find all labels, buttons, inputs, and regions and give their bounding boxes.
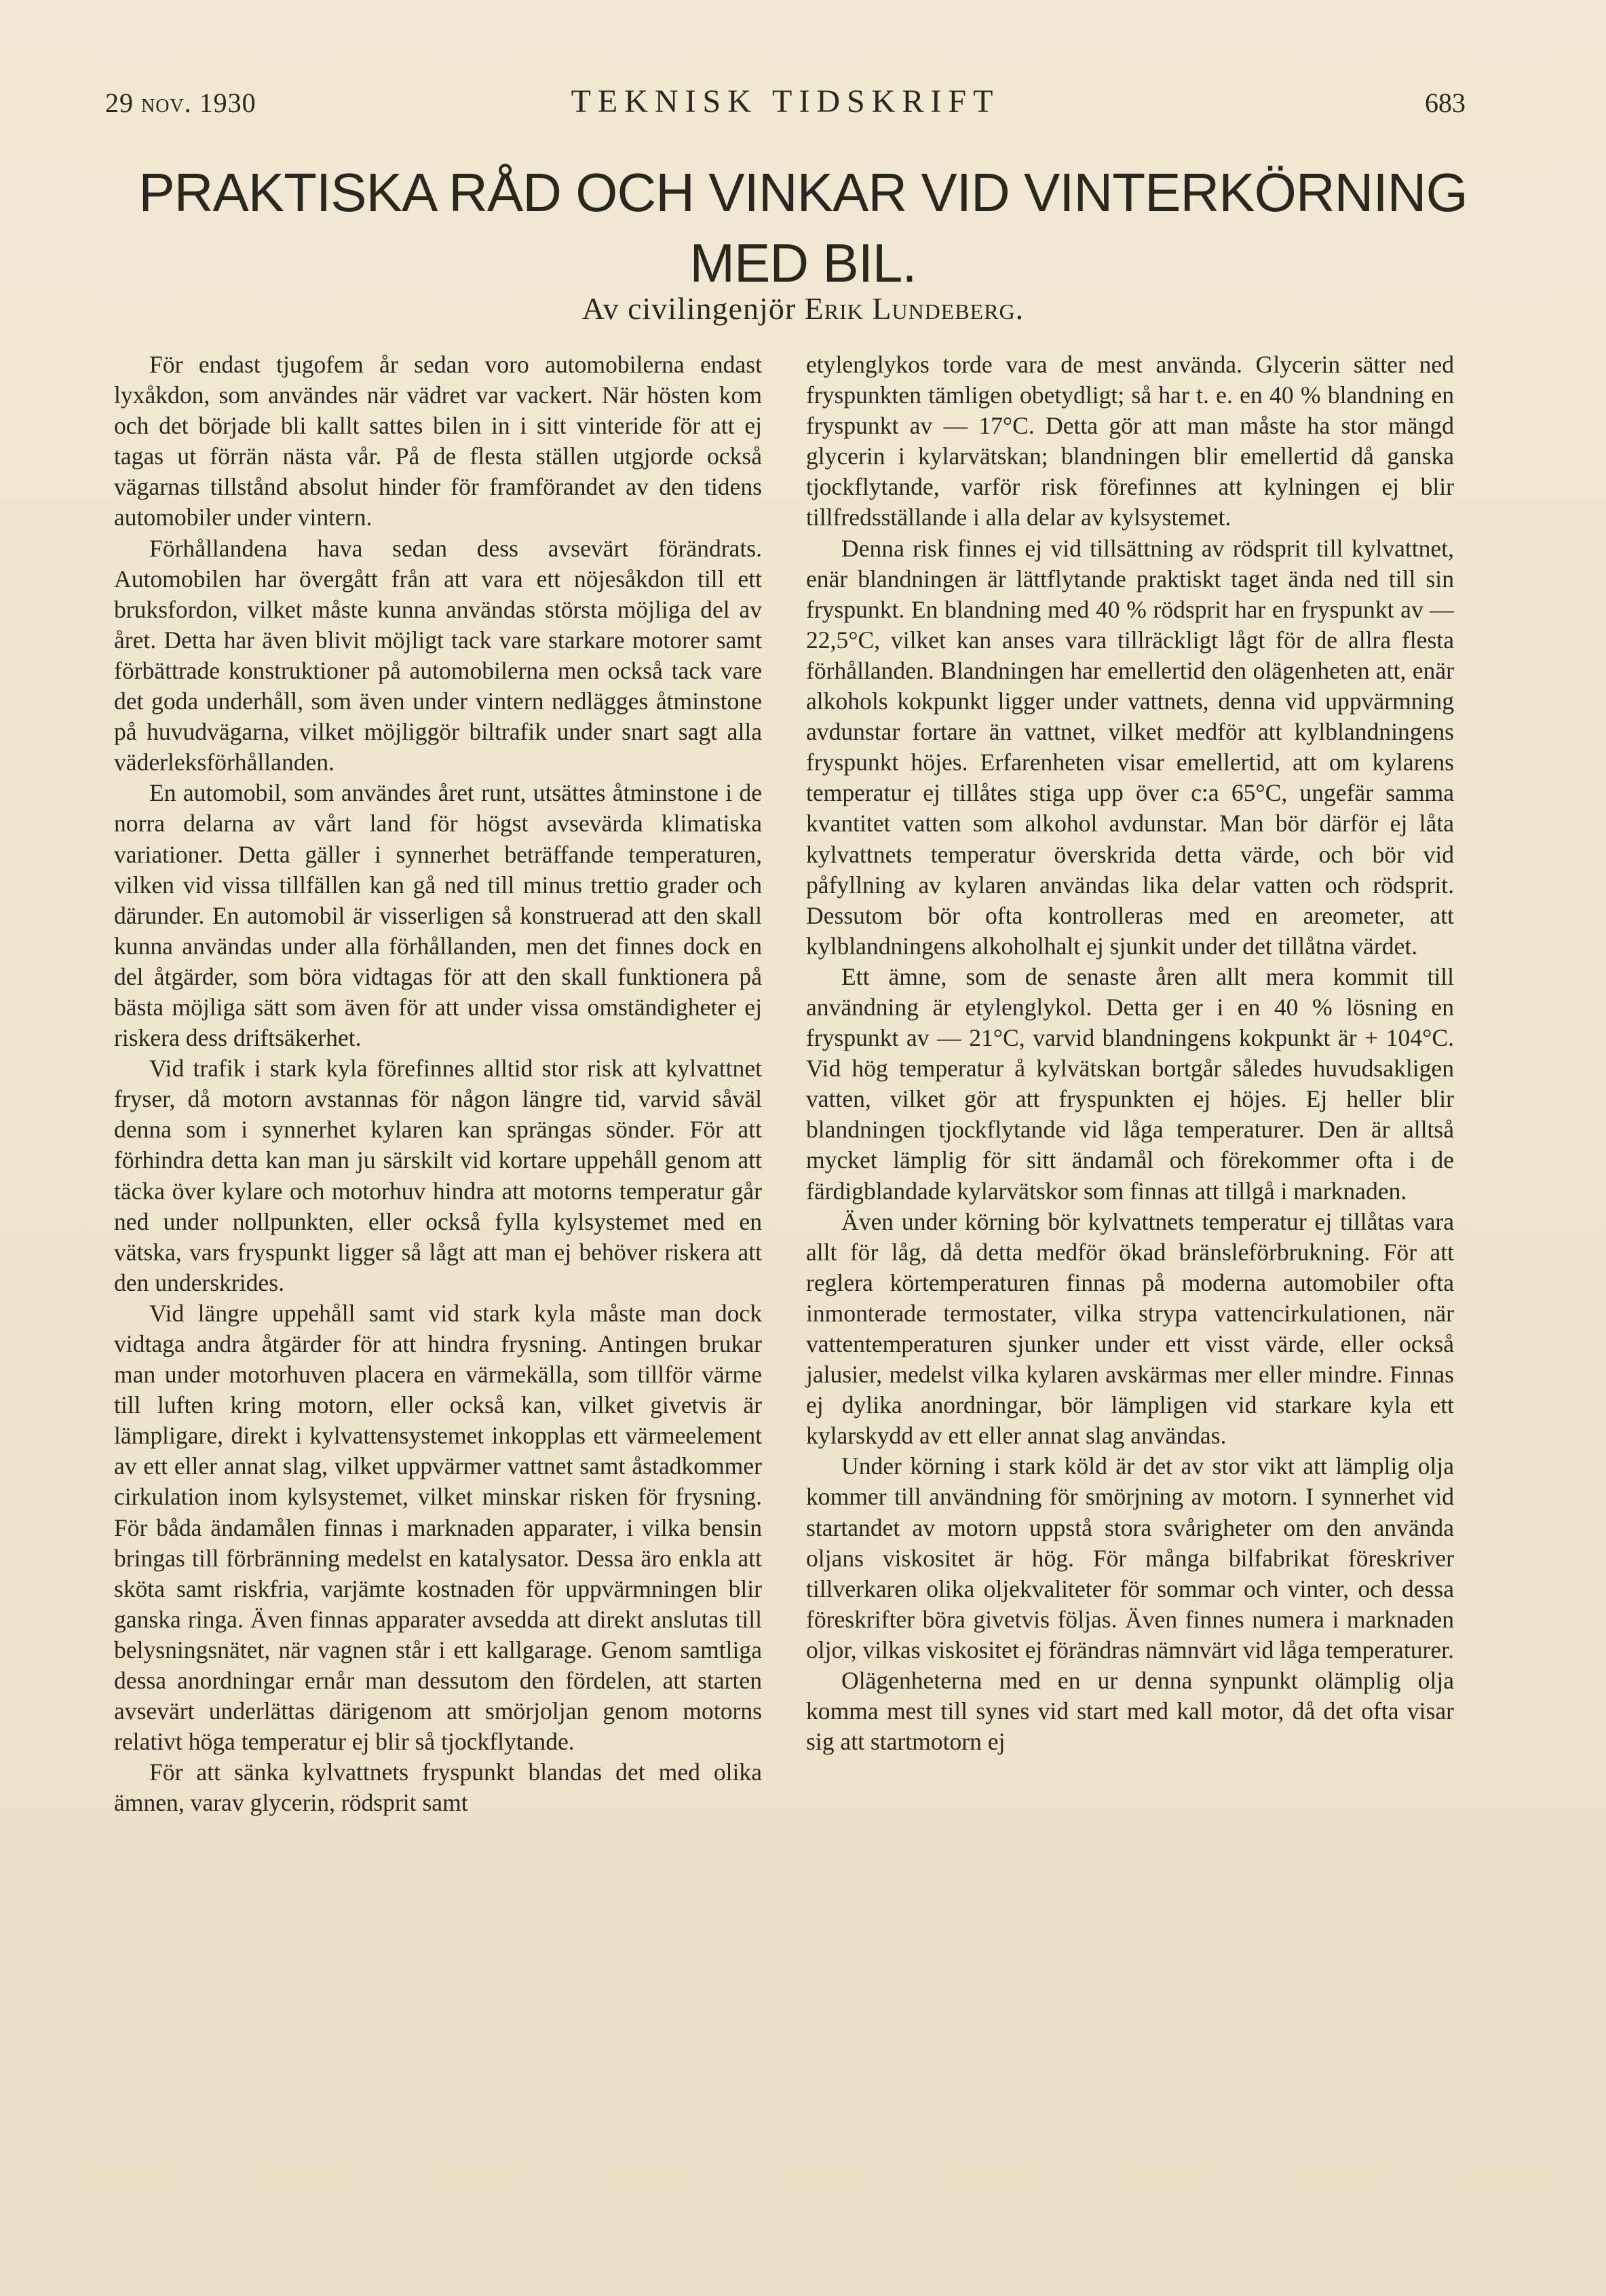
paragraph: Under körning i stark köld är det av stor vikt att lämplig olja kommer till användning för smörjning av motorn. I synnerhet vid startandet av motorn uppstå stora svårigheter om den använda oljans viskositet är hög. För många bilfabrikat föreskriver tillverkaren olika oljekvaliteter för sommar och vinter, och dessa föreskrifter böra givetvis följas. Även finnes numera i marknaden oljor, vilkas viskositet ej förändras nämnvärt vid låga temperaturer. <box>806 1452 1454 1663</box>
paragraph: Vid trafik i stark kyla förefinnes alltid stor risk att kylvattnet fryser, då motorn avstannas för någon längre tid, varvid såväl denna som i synnerhet kylaren kan sprängas sönder. För att förhindra detta kan man ju särskilt vid kortare uppehåll genom att täcka över kylare och motorhuv hindra att motorns temperatur går ned under nollpunkten, eller också fylla kylsystemet med en vätska, vars fryspunkt ligger så lågt att man ej behöver riskera att den underskrides. <box>114 1055 762 1296</box>
paragraph: En automobil, som användes året runt, utsättes åtminstone i de norra delarna av vårt land för högst avsevärda klimatiska variationer. Detta gäller i synnerhet beträffande temperaturen, vilken vid vissa tillfällen kan gå ned till minus trettio grader och därunder. En automobil är visserligen så konstruerad att den skall kunna användas under alla förhållanden, men det finnes dock en del åtgärder, som böra vidtagas för att den skall funktionera på bästa möjliga sätt som även för att under vissa omständigheter ej riskera dess driftsäkerhet. <box>114 779 762 1052</box>
journal-title: TEKNISK TIDSKRIFT <box>571 83 1000 119</box>
paragraph: etylenglykos torde vara de mest använda. Glycerin sätter ned fryspunkten tämligen obetydligt; så har t. e. en 40 % blandning en fryspunkt av — 17°C. Detta gör att man måste ha stor mängd glycerin i kylarvätskan; blandningen blir emellertid då ganska tjockflytande, varför risk förefinnes att kylningen ej blir tillfredsställande i alla delar av kylsystemet. <box>806 351 1454 531</box>
right-column <box>806 350 1454 1757</box>
article-title <box>81 157 1525 299</box>
article-title-line-1: PRAKTISKA RÅD OCH VINKAR VID VINTERKÖRNING <box>138 162 1468 223</box>
paragraph: Förhållandena hava sedan dess avsevärt förändrats. Automobilen har övergått från att vara ett nöjesåkdon till ett bruksfordon, vilket måste kunna användas största möjliga del av året. Detta har även blivit möjligt tack vare starkare motorer samt förbättrade konstruktioner på automobilerna men också tack vare det goda underhåll, som även under vintern nedlägges åtminstone på huvudvägarna, vilket möjliggör biltrafik under snart sagt alla väderleksförhållanden. <box>114 534 762 776</box>
issue-date: 29 nov. 1930 <box>105 88 256 118</box>
paragraph: Vid längre uppehåll samt vid stark kyla måste man dock vidtaga andra åtgärder för att hindra frysning. Antingen brukar man under motorhuven placera en värmekälla, som tillför värme till luften kring motorn, eller också kan, vilket givetvis är lämpligare, direkt i kylvattensystemet inkopplas ett värmeelement av ett eller annat slag, vilket uppvärmer vattnet samt åstadkommer cirkulation inom kylsystemet, vilket minskar risken för frysning. För båda ändamålen finnas i marknaden apparater, i vilka bensin bringas till förbränning medelst en katalysator. Dessa äro enkla att sköta samt riskfria, varjämte kostnaden för uppvärmningen blir ganska ringa. Även finnas apparater avsedda att direkt anslutas till belysningsnätet, när vagnen står i ett kallgarage. Genom samtliga dessa anordningar ernår man dessutom den fördelen, att starten avsevärt underlättas därigenom att smörjoljan genom motorns relativt höga temperatur ej blir så tjockflytande. <box>114 1299 762 1756</box>
paragraph: Ett ämne, som de senaste åren allt mera kommit till användning är etylenglykol. Detta ger i en 40 % lösning en fryspunkt av — 21°C, varvid blandningens kokpunkt är + 104°C. Vid hög temperatur å kylvätskan bortgår således huvudsakligen vatten, vilket gör att fryspunkten ej höjes. Ej heller blir blandningen tjockflytande vid låga temperaturer. Den är alltså mycket lämplig för sitt ändamål och förekommer ofta i de färdigblandade kylarvätskor som finnas att tillgå i marknaden. <box>806 962 1454 1205</box>
byline-author: Erik Lundeberg. <box>804 291 1025 326</box>
left-column <box>114 350 762 1819</box>
paragraph: Olägenheterna med en ur denna synpunkt olämplig olja komma mest till synes vid start med kall motor, då det ofta visar sig att startmotorn ej <box>806 1667 1454 1756</box>
page-number: 683 <box>1425 88 1466 118</box>
paragraph: Denna risk finnes ej vid tillsättning av rödsprit till kylvattnet, enär blandningen är lättflytande praktiskt taget ända ned till sin fryspunkt. En blandning med 40 % rödsprit har en fryspunkt av — 22,5°C, vilket kan anses vara tillräckligt lågt för de allra flesta förhållanden. Blandningen har emellertid den olägenheten att, enär alkohols kokpunkt ligger under vattnets, denna vid uppvärmning avdunstar fortare än vattnet, vilket medför att kylblandningens fryspunkt höjes. Erfarenheten visar emellertid, att om kylarens temperatur ej tillåtes stiga upp över c:a 65°C, ungefär samma kvantitet vatten som alkohol avdunstar. Man bör därför ej låta kylvattnets temperatur överskrida detta värde, och bör vid påfyllning av kylaren användas lika delar vatten och rödsprit. Dessutom bör ofta kontrolleras med en areometer, att kylblandningens alkoholhalt ej sjunkit under det tillåtna värdet. <box>806 534 1454 960</box>
paragraph: För att sänka kylvattnets fryspunkt blandas det med olika ämnen, varav glycerin, rödsprit samt <box>114 1758 762 1817</box>
paragraph: För endast tjugofem år sedan voro automobilerna endast lyxåkdon, som användes när vädret var vackert. När hösten kom och det började bli kallt sattes bilen in i sitt vinteride för att ej tagas ut förrän nästa vår. På de flesta ställen utgjorde också vägarnas tillstånd absolut hinder för framförandet av den tidens automobiler under vintern. <box>114 351 762 531</box>
running-head <box>105 80 1466 128</box>
byline-prefix: Av civilingenjör <box>581 291 797 326</box>
article-title-line-2: MED BIL. <box>689 233 917 293</box>
paragraph: Även under körning bör kylvattnets temperatur ej tillåtas vara allt för låg, då detta medför ökad bränsleförbrukning. För att reglera körtemperaturen finnas på moderna automobiler ofta inmonterade termostater, vilka strypa vattencirkulationen, när vattentemperaturen sjunker under ett visst värde, eller också jalusier, medelst vilka kylaren avskärmas mer eller mindre. Finnas ej dylika anordningar, bör lämpligen vid starkare kyla ett kylarskydd av ett eller annat slag användas. <box>806 1207 1454 1450</box>
article-byline <box>0 290 1606 326</box>
